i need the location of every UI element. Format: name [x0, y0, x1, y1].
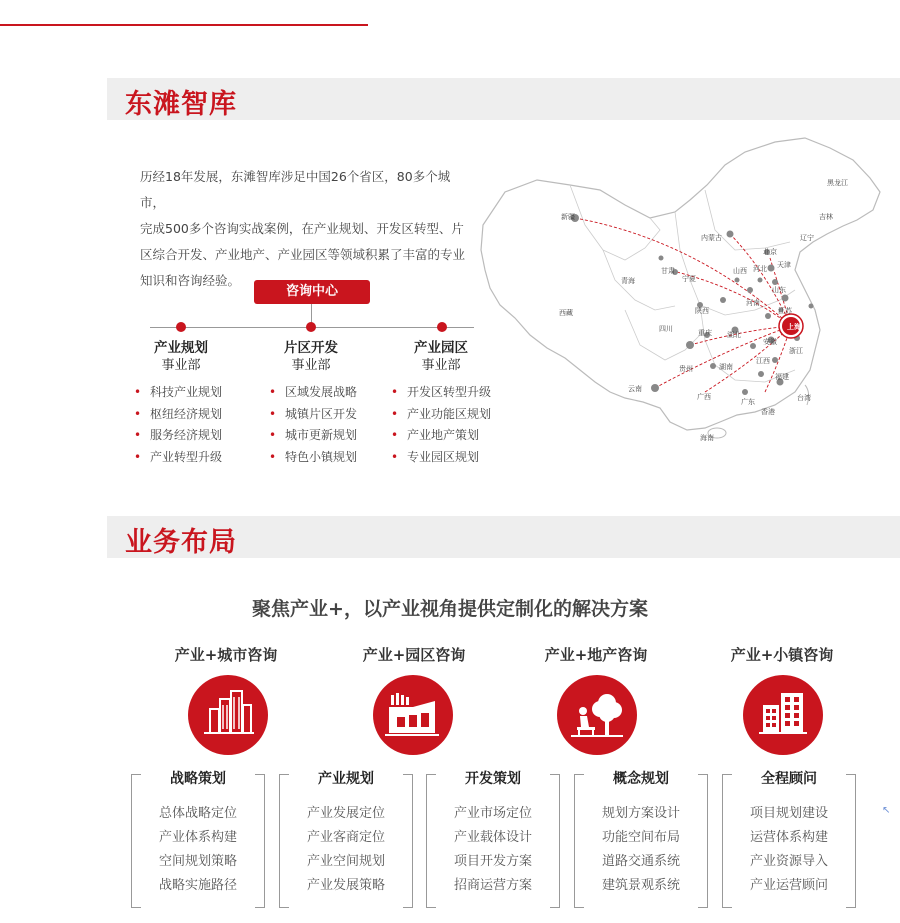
map-label: 贵州 — [679, 365, 693, 373]
list-item: • 专业园区规划 — [391, 447, 491, 469]
map-label: 海南 — [700, 434, 714, 442]
map-label: 广西 — [697, 393, 711, 401]
list-item: 产业体系构建 — [158, 830, 237, 845]
map-label: 辽宁 — [800, 234, 814, 242]
service-title: 产业+城市咨询 — [174, 646, 278, 664]
map-label: 香港 — [761, 408, 775, 416]
list-item: • 产业转型升级 — [134, 447, 222, 469]
department-name: 产业园区 — [414, 340, 468, 356]
department-industry-planning — [126, 340, 236, 374]
list-item: 项目规划建设 — [749, 806, 828, 821]
list-item: 功能空间布局 — [601, 830, 680, 845]
map-label: 江西 — [756, 357, 770, 365]
intro-line: 历经18年发展，东滩智库涉足中国26个省区，80多个城市， — [140, 169, 451, 210]
list-item: • 区域发展战略 — [269, 382, 357, 404]
list-item: 运营体系构建 — [749, 830, 828, 845]
list-item: • 开发区转型升级 — [391, 382, 491, 404]
department-services-list — [134, 382, 222, 468]
list-item: • 服务经济规划 — [134, 425, 222, 447]
map-label: 新疆 — [561, 213, 575, 221]
card-title: 战略策划 — [170, 771, 226, 787]
map-label: 浙江 — [789, 347, 803, 355]
card-title: 全程顾问 — [761, 771, 817, 787]
service-card-industry-planning — [279, 771, 413, 908]
list-item: 产业市场定位 — [453, 806, 532, 821]
city-buildings-icon — [188, 675, 268, 755]
department-suffix: 事业部 — [161, 358, 201, 373]
department-name: 产业规划 — [154, 340, 208, 356]
list-item: • 枢纽经济规划 — [134, 404, 222, 426]
town-buildings-icon — [743, 675, 823, 755]
map-label: 内蒙古 — [701, 234, 722, 242]
service-card-development — [426, 771, 560, 908]
china-map — [475, 130, 900, 455]
map-label: 湖南 — [719, 363, 733, 371]
list-item: 项目开发方案 — [453, 854, 532, 869]
intro-line: 区综合开发、产业地产、产业园区等领域积累了丰富的专业 — [140, 247, 466, 262]
service-title: 产业+地产咨询 — [544, 646, 648, 664]
map-label: 山东 — [772, 286, 786, 294]
department-services-list — [269, 382, 357, 468]
business-slogan: 聚焦产业+，以产业视角提供定制化的解决方案 — [252, 598, 648, 620]
department-district-development — [256, 340, 366, 374]
service-title: 产业+小镇咨询 — [730, 646, 834, 664]
department-suffix: 事业部 — [291, 358, 331, 373]
service-card-concept-planning — [574, 771, 708, 908]
list-item: 战略实施路径 — [158, 878, 237, 893]
shanghai-marker-label: 上海 — [787, 323, 801, 331]
list-item: 产业空间规划 — [306, 854, 385, 869]
list-item: 招商运营方案 — [453, 878, 532, 893]
map-label: 河南 — [746, 299, 760, 307]
intro-paragraph — [140, 164, 470, 294]
intro-line: 知识和咨询经验。 — [140, 273, 241, 288]
map-label: 西藏 — [559, 309, 573, 317]
section-title: 业务布局 — [125, 527, 237, 558]
map-label: 山西 — [733, 267, 747, 275]
list-item: 产业发展定位 — [306, 806, 385, 821]
mouse-cursor-icon: ↖ — [882, 805, 891, 816]
consulting-center-label: 咨询中心 — [254, 280, 370, 304]
tree-bench-icon — [557, 675, 637, 755]
map-label: 安徽 — [763, 338, 777, 346]
list-item: 空间规划策略 — [158, 854, 237, 869]
list-item: 道路交通系统 — [601, 854, 680, 869]
list-item: • 科技产业规划 — [134, 382, 222, 404]
branch-dot — [306, 322, 316, 332]
section-title: 东滩智库 — [125, 89, 237, 120]
section-header-business-layout — [107, 516, 900, 558]
list-item: • 城镇片区开发 — [269, 404, 357, 426]
list-item: • 特色小镇规划 — [269, 447, 357, 469]
map-label: 江苏 — [778, 307, 792, 315]
map-label: 福建 — [775, 373, 789, 381]
list-item: 产业发展策略 — [306, 878, 385, 893]
map-label: 甘肃 — [661, 267, 675, 275]
card-title: 产业规划 — [318, 771, 374, 787]
top-accent-line — [0, 24, 368, 26]
map-label: 宁夏 — [682, 275, 696, 283]
list-item: 产业客商定位 — [306, 830, 385, 845]
map-label: 台湾 — [797, 394, 811, 402]
map-label: 四川 — [659, 325, 673, 333]
list-item: 总体战略定位 — [158, 806, 237, 821]
branch-dot — [437, 322, 447, 332]
department-name: 片区开发 — [284, 340, 338, 356]
map-label: 云南 — [628, 385, 642, 393]
map-label: 湖北 — [727, 331, 741, 339]
map-label: 河北 — [753, 265, 767, 273]
intro-line: 完成500多个咨询实战案例，在产业规划、开发区转型、片 — [140, 221, 464, 236]
list-item: • 城市更新规划 — [269, 425, 357, 447]
map-label: 重庆 — [698, 329, 712, 337]
list-item: 规划方案设计 — [601, 806, 680, 821]
service-title: 产业+园区咨询 — [362, 646, 466, 664]
list-item: 产业运营顾问 — [749, 878, 828, 893]
map-label: 广东 — [741, 398, 755, 406]
list-item: • 产业地产策划 — [391, 425, 491, 447]
card-title: 开发策划 — [465, 771, 521, 787]
map-label: 吉林 — [819, 213, 833, 221]
map-label: 北京 — [763, 248, 777, 256]
list-item: 产业资源导入 — [749, 854, 828, 869]
card-title: 概念规划 — [613, 771, 669, 787]
map-label: 黑龙江 — [827, 179, 848, 187]
department-suffix: 事业部 — [421, 358, 461, 373]
map-label: 青海 — [621, 277, 635, 285]
list-item: 产业载体设计 — [453, 830, 532, 845]
branch-dot — [176, 322, 186, 332]
industrial-park-icon — [373, 675, 453, 755]
service-card-full-consulting — [722, 771, 856, 908]
list-item: • 产业功能区规划 — [391, 404, 491, 426]
map-label: 陕西 — [695, 307, 709, 315]
section-header-think-tank — [107, 78, 900, 120]
map-label: 天津 — [777, 261, 791, 269]
service-card-strategy — [131, 771, 265, 908]
list-item: 建筑景观系统 — [601, 878, 680, 893]
